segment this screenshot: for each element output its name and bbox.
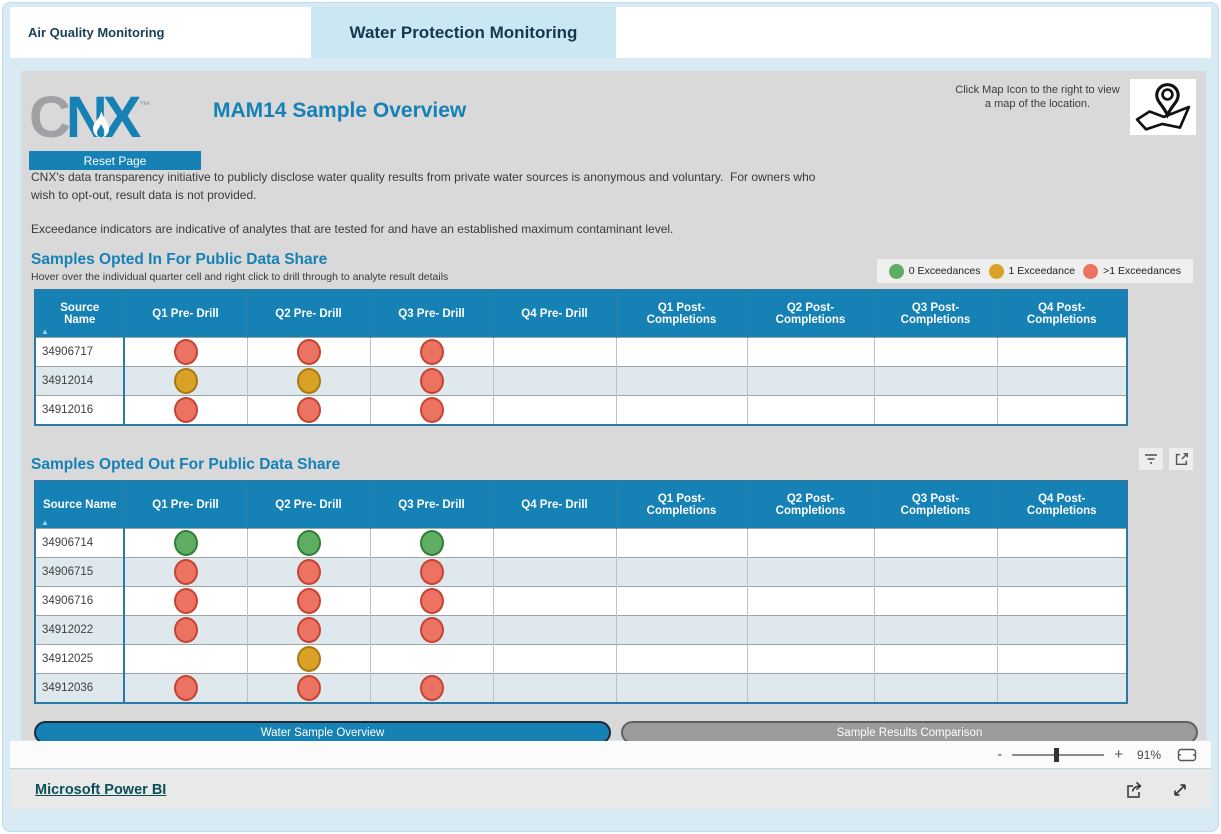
quarter-result-cell[interactable] [247, 367, 370, 396]
quarter-result-cell[interactable] [616, 674, 747, 704]
column-header-q1-pre-drill[interactable]: Q1 Pre- Drill [124, 481, 247, 529]
quarter-result-cell[interactable] [997, 338, 1127, 367]
quarter-result-cell[interactable] [616, 529, 747, 558]
quarter-result-cell[interactable] [747, 367, 874, 396]
source-name-cell[interactable]: 34906714 [35, 529, 124, 558]
quarter-result-cell[interactable] [247, 558, 370, 587]
quarter-result-cell[interactable] [616, 396, 747, 426]
quarter-result-cell[interactable] [124, 674, 247, 704]
column-header-q4-post-completions[interactable]: Q4 Post-Completions [997, 290, 1127, 338]
zoom-out-button[interactable]: - [997, 745, 1003, 763]
red-exceedance-dot [297, 617, 321, 643]
focus-mode-icon[interactable] [1169, 448, 1193, 470]
tab-air-quality-monitoring[interactable]: Air Quality Monitoring [28, 25, 165, 40]
logo-letter-c: C [29, 85, 66, 150]
amber-exceedance-dot [297, 646, 321, 672]
red-dot-icon [1083, 264, 1098, 279]
column-header-q3-post-completions[interactable]: Q3 Post-Completions [874, 481, 997, 529]
quarter-result-cell[interactable] [874, 587, 997, 616]
source-name-cell[interactable]: 34912016 [35, 396, 124, 426]
quarter-result-cell[interactable] [493, 645, 616, 674]
zoom-bar [10, 741, 1211, 769]
legend-label: 0 Exceedances [908, 265, 981, 277]
quarter-result-cell[interactable] [124, 338, 247, 367]
source-name-cell[interactable]: 34906715 [35, 558, 124, 587]
footer-bar [10, 770, 1211, 809]
table-row [35, 587, 1127, 616]
source-name-cell[interactable]: 34912022 [35, 616, 124, 645]
red-exceedance-dot [174, 617, 198, 643]
quarter-result-cell[interactable] [493, 529, 616, 558]
quarter-result-cell[interactable] [124, 529, 247, 558]
tab-water-protection-monitoring[interactable]: Water Protection Monitoring [311, 7, 616, 58]
quarter-result-cell[interactable] [124, 587, 247, 616]
map-block [955, 79, 1196, 135]
quarter-result-cell[interactable] [493, 616, 616, 645]
quarter-result-cell[interactable] [874, 558, 997, 587]
visual-header-tools [1139, 448, 1193, 470]
red-exceedance-dot [174, 675, 198, 701]
column-header-q2-pre-drill[interactable]: Q2 Pre- Drill [247, 290, 370, 338]
quarter-result-cell[interactable] [874, 616, 997, 645]
red-exceedance-dot [420, 368, 444, 394]
quarter-result-cell[interactable] [747, 529, 874, 558]
red-exceedance-dot [420, 559, 444, 585]
quarter-result-cell[interactable] [124, 558, 247, 587]
quarter-result-cell[interactable] [997, 367, 1127, 396]
red-exceedance-dot [420, 617, 444, 643]
table-row [35, 645, 1127, 674]
exceedance-legend [877, 259, 1193, 283]
quarter-result-cell[interactable] [370, 529, 493, 558]
quarter-result-cell[interactable] [370, 587, 493, 616]
quarter-result-cell[interactable] [997, 587, 1127, 616]
quarter-result-cell[interactable] [370, 645, 493, 674]
column-header-q3-pre-drill[interactable]: Q3 Pre- Drill [370, 290, 493, 338]
quarter-result-cell[interactable] [747, 396, 874, 426]
sort-ascending-icon: ▲ [41, 518, 49, 527]
flame-icon [91, 93, 111, 155]
quarter-result-cell[interactable] [997, 674, 1127, 704]
quarter-result-cell[interactable] [747, 616, 874, 645]
red-exceedance-dot [174, 559, 198, 585]
legend-item-green [889, 264, 981, 279]
microsoft-power-bi-link[interactable]: Microsoft Power BI [35, 781, 167, 798]
quarter-result-cell[interactable] [874, 674, 997, 704]
filter-icon[interactable] [1139, 448, 1163, 470]
red-exceedance-dot [174, 588, 198, 614]
opted-in-title: Samples Opted In For Public Data Share [31, 251, 328, 268]
quarter-result-cell[interactable] [247, 396, 370, 426]
quarter-result-cell[interactable] [997, 396, 1127, 426]
quarter-result-cell[interactable] [616, 587, 747, 616]
quarter-result-cell[interactable] [616, 645, 747, 674]
section-opted-in-header [31, 251, 1193, 283]
green-dot-icon [889, 264, 904, 279]
intro-paragraph-2: Exceedance indicators are indicative of analytes that are tested for and have an established maximum contaminant level. [31, 222, 674, 236]
red-exceedance-dot [420, 588, 444, 614]
quarter-result-cell[interactable] [616, 338, 747, 367]
legend-item-amber [989, 264, 1076, 279]
fit-to-page-icon[interactable] [1177, 748, 1197, 762]
column-header-q4-pre-drill[interactable]: Q4 Pre- Drill [493, 290, 616, 338]
amber-exceedance-dot [297, 368, 321, 394]
section-opted-out-header [31, 448, 1193, 474]
quarter-result-cell[interactable] [747, 674, 874, 704]
quarter-result-cell[interactable] [247, 674, 370, 704]
quarter-result-cell[interactable] [124, 645, 247, 674]
table-row [35, 674, 1127, 704]
quarter-result-cell[interactable] [247, 616, 370, 645]
source-name-cell[interactable]: 34912036 [35, 674, 124, 704]
quarter-result-cell[interactable] [747, 645, 874, 674]
footer-icons [1125, 781, 1189, 799]
column-header-source-name[interactable]: Source Name ▲ [35, 290, 124, 338]
green-exceedance-dot [174, 530, 198, 556]
quarter-result-cell[interactable] [493, 396, 616, 426]
table-row [35, 338, 1127, 367]
column-header-q2-post-completions[interactable]: Q2 Post-Completions [747, 290, 874, 338]
quarter-result-cell[interactable] [747, 587, 874, 616]
quarter-result-cell[interactable] [997, 558, 1127, 587]
quarter-result-cell[interactable] [874, 396, 997, 426]
zoom-slider[interactable] [1012, 748, 1104, 762]
quarter-result-cell[interactable] [247, 338, 370, 367]
column-header-q4-pre-drill[interactable]: Q4 Pre- Drill [493, 481, 616, 529]
table-opted-out [34, 480, 1128, 704]
quarter-result-cell[interactable] [874, 529, 997, 558]
quarter-result-cell[interactable] [493, 558, 616, 587]
quarter-result-cell[interactable] [124, 616, 247, 645]
red-exceedance-dot [297, 588, 321, 614]
quarter-result-cell[interactable] [247, 529, 370, 558]
sample-results-comparison-button[interactable]: Sample Results Comparison [621, 721, 1198, 744]
quarter-result-cell[interactable] [493, 367, 616, 396]
quarter-result-cell[interactable] [370, 367, 493, 396]
sort-ascending-icon: ▲ [41, 327, 49, 336]
red-exceedance-dot [174, 397, 198, 423]
red-exceedance-dot [297, 559, 321, 585]
quarter-result-cell[interactable] [370, 396, 493, 426]
report-title: MAM14 Sample Overview [213, 99, 467, 122]
zoom-slider-handle[interactable] [1054, 748, 1059, 762]
tab-bar [10, 7, 1211, 58]
zoom-level-label: 91% [1136, 747, 1161, 762]
column-header-q1-pre-drill[interactable]: Q1 Pre- Drill [124, 290, 247, 338]
source-name-cell[interactable]: 34906716 [35, 587, 124, 616]
table-row [35, 396, 1127, 426]
source-name-cell[interactable]: 34906717 [35, 338, 124, 367]
report-embed-frame [2, 2, 1219, 832]
fullscreen-icon[interactable] [1171, 781, 1189, 799]
legend-label: 1 Exceedance [1008, 265, 1076, 277]
share-icon[interactable] [1125, 781, 1143, 799]
report-canvas [21, 71, 1206, 740]
red-exceedance-dot [420, 339, 444, 365]
quarter-result-cell[interactable] [616, 367, 747, 396]
cnx-logo [29, 75, 205, 149]
red-exceedance-dot [297, 339, 321, 365]
quarter-result-cell[interactable] [247, 587, 370, 616]
quarter-result-cell[interactable] [874, 367, 997, 396]
quarter-result-cell[interactable] [370, 616, 493, 645]
column-header-q2-post-completions[interactable]: Q2 Post-Completions [747, 481, 874, 529]
quarter-result-cell[interactable] [493, 338, 616, 367]
source-name-cell[interactable]: 34912014 [35, 367, 124, 396]
quarter-result-cell[interactable] [370, 558, 493, 587]
table-row [35, 558, 1127, 587]
intro-paragraph-1: CNX's data transparency initiative to publicly disclose water quality results from private water sources is anonymous and voluntary. For owners who wish to opt-out, result data is not provided. [31, 170, 819, 202]
column-header-q3-pre-drill[interactable]: Q3 Pre- Drill [370, 481, 493, 529]
quarter-result-cell[interactable] [997, 616, 1127, 645]
zoom-in-button[interactable]: + [1114, 745, 1123, 763]
green-exceedance-dot [420, 530, 444, 556]
legend-label: >1 Exceedances [1103, 265, 1181, 277]
logo-trademark: ™ [139, 100, 151, 112]
table-row [35, 529, 1127, 558]
map-icon[interactable] [1130, 79, 1196, 135]
green-exceedance-dot [297, 530, 321, 556]
amber-dot-icon [989, 264, 1004, 279]
amber-exceedance-dot [174, 368, 198, 394]
table-opted-in [34, 289, 1128, 426]
quarter-result-cell[interactable] [124, 396, 247, 426]
red-exceedance-dot [420, 397, 444, 423]
map-instruction-text: Click Map Icon to the right to view a map of the location. [955, 84, 1120, 111]
quarter-result-cell[interactable] [493, 587, 616, 616]
quarter-result-cell[interactable] [874, 338, 997, 367]
opted-out-title: Samples Opted Out For Public Data Share [31, 456, 341, 473]
red-exceedance-dot [420, 675, 444, 701]
opted-in-subtitle: Hover over the individual quarter cell and right click to drill through to analyte result details [31, 271, 449, 283]
quarter-result-cell[interactable] [493, 674, 616, 704]
quarter-result-cell[interactable] [124, 367, 247, 396]
water-sample-overview-button[interactable]: Water Sample Overview [34, 721, 611, 744]
report-header [21, 71, 1206, 166]
quarter-result-cell[interactable] [874, 645, 997, 674]
quarter-result-cell[interactable] [616, 616, 747, 645]
quarter-result-cell[interactable] [370, 338, 493, 367]
quarter-result-cell[interactable] [997, 529, 1127, 558]
logo-block [29, 75, 205, 170]
table-row [35, 616, 1127, 645]
quarter-result-cell[interactable] [747, 558, 874, 587]
column-header-q1-post-completions[interactable]: Q1 Post-Completions [616, 481, 747, 529]
column-header-q2-pre-drill[interactable]: Q2 Pre- Drill [247, 481, 370, 529]
red-exceedance-dot [297, 397, 321, 423]
column-header-q1-post-completions[interactable]: Q1 Post-Completions [616, 290, 747, 338]
quarter-result-cell[interactable] [747, 338, 874, 367]
red-exceedance-dot [297, 675, 321, 701]
column-header-q3-post-completions[interactable]: Q3 Post-Completions [874, 290, 997, 338]
quarter-result-cell[interactable] [997, 645, 1127, 674]
quarter-result-cell[interactable] [247, 645, 370, 674]
logo-letters-nx: NX [65, 85, 137, 150]
source-name-cell[interactable]: 34912025 [35, 645, 124, 674]
column-header-source-name[interactable]: Source Name ▲ [35, 481, 124, 529]
quarter-result-cell[interactable] [616, 558, 747, 587]
quarter-result-cell[interactable] [370, 674, 493, 704]
red-exceedance-dot [174, 339, 198, 365]
reset-page-button[interactable]: Reset Page [29, 151, 201, 170]
column-header-q4-post-completions[interactable]: Q4 Post-Completions [997, 481, 1127, 529]
table-row [35, 367, 1127, 396]
legend-item-red [1083, 264, 1181, 279]
